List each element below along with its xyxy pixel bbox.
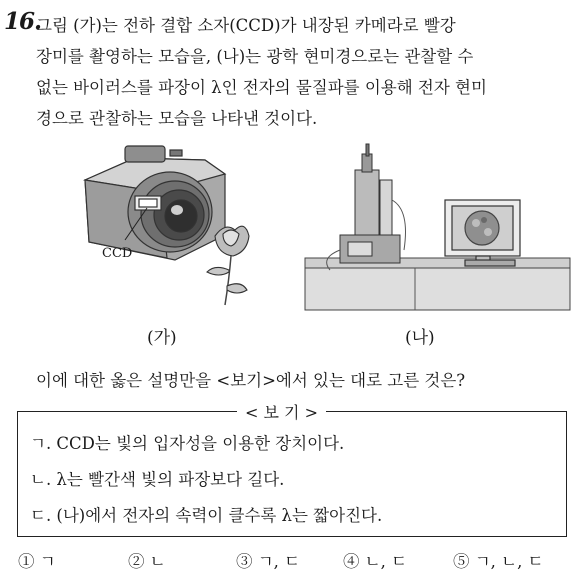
- stem-line-1: 그림 (가)는 전하 결합 소자(CCD)가 내장된 카메라로 빨강: [36, 16, 456, 35]
- camera-rose-illustration: [75, 140, 255, 310]
- figure-a-caption: (가): [147, 328, 177, 348]
- virus-image: [465, 211, 499, 245]
- ccd-label: CCD: [102, 246, 133, 261]
- bogi-title: < 보 기 >: [237, 400, 326, 423]
- bogi-statement-1: ㄱ. CCD는 빛의 입자성을 이용한 장치이다.: [30, 434, 345, 453]
- bogi-statement-2: ㄴ. λ는 빨간색 빛의 파장보다 길다.: [30, 470, 285, 489]
- question-number: 16.: [4, 8, 42, 35]
- stem-line-2: 장미를 촬영하는 모습을, (나)는 광학 현미경으로는 관찰할 수: [36, 47, 474, 66]
- choice-5[interactable]: ⑤ ㄱ, ㄴ, ㄷ: [453, 552, 544, 571]
- question-prompt: 이에 대한 옳은 설명만을 <보기>에서 있는 대로 고른 것은?: [36, 371, 466, 390]
- question-stem: [36, 10, 576, 134]
- choice-2[interactable]: ② ㄴ: [128, 552, 166, 571]
- stem-line-3: 없는 바이러스를 파장이 λ인 전자의 물질파를 이용해 전자 현미: [36, 78, 487, 97]
- electron-microscope-illustration: [300, 140, 575, 315]
- microscope-icon: [327, 144, 406, 270]
- monitor-icon: [445, 200, 520, 266]
- choice-3[interactable]: ③ ㄱ, ㄷ: [236, 552, 301, 571]
- camera-icon: [85, 146, 225, 260]
- choice-4[interactable]: ④ ㄴ, ㄷ: [343, 552, 408, 571]
- stem-line-4: 경으로 관찰하는 모습을 나타낸 것이다.: [36, 109, 318, 128]
- choice-1[interactable]: ① ㄱ: [18, 552, 56, 571]
- bogi-statement-3: ㄷ. (나)에서 전자의 속력이 클수록 λ는 짧아진다.: [30, 506, 383, 525]
- figure-b-caption: (나): [405, 328, 435, 348]
